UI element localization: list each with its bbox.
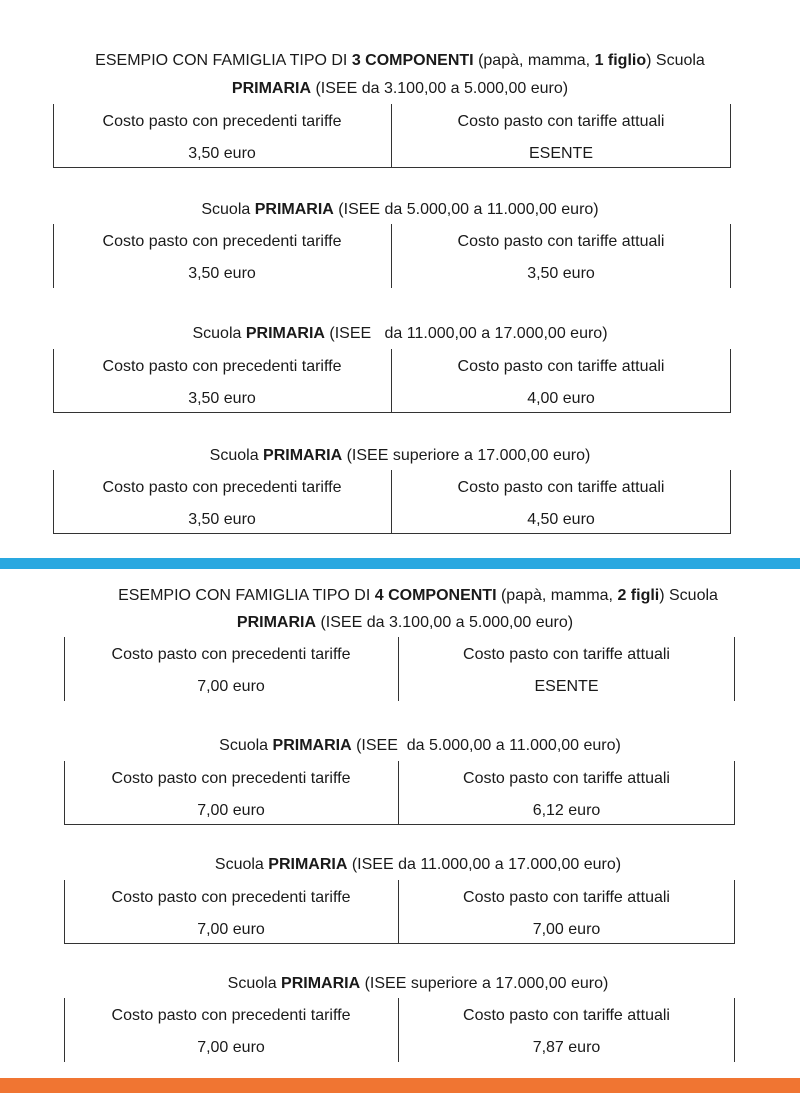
bracket-heading bbox=[20, 733, 800, 759]
heading-text: Scuola bbox=[192, 325, 246, 342]
heading-bold-kids: 1 figlio bbox=[594, 52, 647, 69]
heading-bold-count: 3 COMPONENTI bbox=[351, 52, 474, 69]
bracket-heading bbox=[0, 197, 800, 223]
heading-text: (ISEE da 5.000,00 a 11.000,00 euro) bbox=[333, 201, 599, 218]
heading-bold-level: PRIMARIA bbox=[268, 856, 348, 873]
example-heading-line1 bbox=[18, 583, 800, 609]
heading-bold-level: PRIMARIA bbox=[236, 614, 317, 631]
heading-text: (ISEE da 3.100,00 a 5.000,00 euro) bbox=[311, 80, 569, 97]
bracket-heading bbox=[18, 971, 800, 997]
heading-text: (ISEE da 3.100,00 a 5.000,00 euro) bbox=[316, 614, 574, 631]
example-heading-line1 bbox=[0, 48, 800, 74]
heading-text: Scuola bbox=[219, 737, 273, 754]
tariff-table bbox=[53, 104, 731, 168]
bracket-heading bbox=[0, 321, 800, 347]
footer-band bbox=[0, 1078, 800, 1093]
tariff-table bbox=[64, 637, 735, 701]
col1-value: 3,50 euro bbox=[188, 265, 256, 282]
heading-text: (papà, mamma, bbox=[473, 52, 595, 69]
col2-value: 4,00 euro bbox=[527, 390, 595, 407]
table-border-bottom bbox=[64, 824, 735, 825]
heading-bold-kids: 2 figli bbox=[617, 587, 660, 604]
col1-header: Costo pasto con precedenti tariffe bbox=[102, 113, 342, 130]
heading-text: ESEMPIO CON FAMIGLIA TIPO DI bbox=[118, 587, 375, 604]
col2-header: Costo pasto con tariffe attuali bbox=[457, 358, 665, 375]
heading-text: ) Scuola bbox=[646, 52, 705, 69]
col2-header: Costo pasto con tariffe attuali bbox=[463, 889, 670, 906]
col1-header: Costo pasto con precedenti tariffe bbox=[102, 479, 342, 496]
heading-text: (ISEE da 11.000,00 a 17.000,00 euro) bbox=[324, 325, 608, 342]
heading-text: Scuola bbox=[227, 975, 282, 992]
heading-text: Scuola bbox=[209, 447, 264, 464]
heading-text: ESEMPIO CON FAMIGLIA TIPO DI bbox=[95, 52, 352, 69]
col1-header: Costo pasto con precedenti tariffe bbox=[111, 1007, 351, 1024]
heading-text: (ISEE da 11.000,00 a 17.000,00 euro) bbox=[347, 856, 622, 873]
tariff-table bbox=[53, 470, 731, 534]
col1-header: Costo pasto con precedenti tariffe bbox=[111, 646, 351, 663]
col1-header: Costo pasto con precedenti tariffe bbox=[111, 770, 351, 787]
heading-text: (ISEE superiore a 17.000,00 euro) bbox=[360, 975, 609, 992]
col1-value: 7,00 euro bbox=[197, 678, 265, 695]
col2-value: 6,12 euro bbox=[532, 802, 601, 819]
heading-bold-level: PRIMARIA bbox=[245, 325, 325, 342]
col2-value: 7,87 euro bbox=[532, 1039, 601, 1056]
col2-header: Costo pasto con tariffe attuali bbox=[463, 1007, 670, 1024]
heading-bold-level: PRIMARIA bbox=[231, 80, 312, 97]
heading-text: (ISEE superiore a 17.000,00 euro) bbox=[342, 447, 591, 464]
heading-bold-level: PRIMARIA bbox=[281, 975, 361, 992]
tariff-table bbox=[64, 761, 735, 825]
col1-value: 7,00 euro bbox=[197, 1039, 265, 1056]
heading-bold-level: PRIMARIA bbox=[272, 737, 352, 754]
bracket-heading bbox=[0, 443, 800, 469]
col1-value: 7,00 euro bbox=[197, 921, 265, 938]
col1-value: 3,50 euro bbox=[188, 390, 256, 407]
table-border-bottom bbox=[64, 943, 735, 944]
bracket-heading bbox=[0, 76, 800, 102]
col1-value: 7,00 euro bbox=[197, 802, 265, 819]
col2-header: Costo pasto con tariffe attuali bbox=[457, 479, 665, 496]
bracket-heading bbox=[18, 852, 800, 878]
col1-header: Costo pasto con precedenti tariffe bbox=[102, 358, 342, 375]
heading-text: Scuola bbox=[214, 856, 269, 873]
heading-text: (ISEE da 5.000,00 a 11.000,00 euro) bbox=[351, 737, 621, 754]
col1-header: Costo pasto con precedenti tariffe bbox=[111, 889, 351, 906]
col2-value: 7,00 euro bbox=[532, 921, 601, 938]
tariff-table bbox=[64, 880, 735, 944]
heading-bold-level: PRIMARIA bbox=[254, 201, 334, 218]
col2-header: Costo pasto con tariffe attuali bbox=[463, 770, 670, 787]
section-divider-band bbox=[0, 558, 800, 569]
col1-header: Costo pasto con precedenti tariffe bbox=[102, 233, 342, 250]
heading-text: Scuola bbox=[201, 201, 255, 218]
col2-header: Costo pasto con tariffe attuali bbox=[457, 113, 665, 130]
bracket-heading bbox=[5, 610, 800, 636]
col2-value: ESENTE bbox=[534, 678, 599, 695]
col2-value: ESENTE bbox=[528, 145, 593, 162]
col1-value: 3,50 euro bbox=[188, 145, 256, 162]
tariff-table bbox=[64, 998, 735, 1062]
table-border-bottom bbox=[53, 533, 731, 534]
heading-text: (papà, mamma, bbox=[496, 587, 618, 604]
col1-value: 3,50 euro bbox=[188, 511, 256, 528]
heading-bold-level: PRIMARIA bbox=[263, 447, 343, 464]
col2-value: 4,50 euro bbox=[527, 511, 595, 528]
col2-header: Costo pasto con tariffe attuali bbox=[463, 646, 670, 663]
tariff-table bbox=[53, 349, 731, 413]
col2-value: 3,50 euro bbox=[527, 265, 595, 282]
heading-text: ) Scuola bbox=[659, 587, 718, 604]
heading-bold-count: 4 COMPONENTI bbox=[374, 587, 497, 604]
table-border-bottom bbox=[53, 412, 731, 413]
table-border-bottom bbox=[53, 167, 731, 168]
tariff-table bbox=[53, 224, 731, 288]
col2-header: Costo pasto con tariffe attuali bbox=[457, 233, 665, 250]
